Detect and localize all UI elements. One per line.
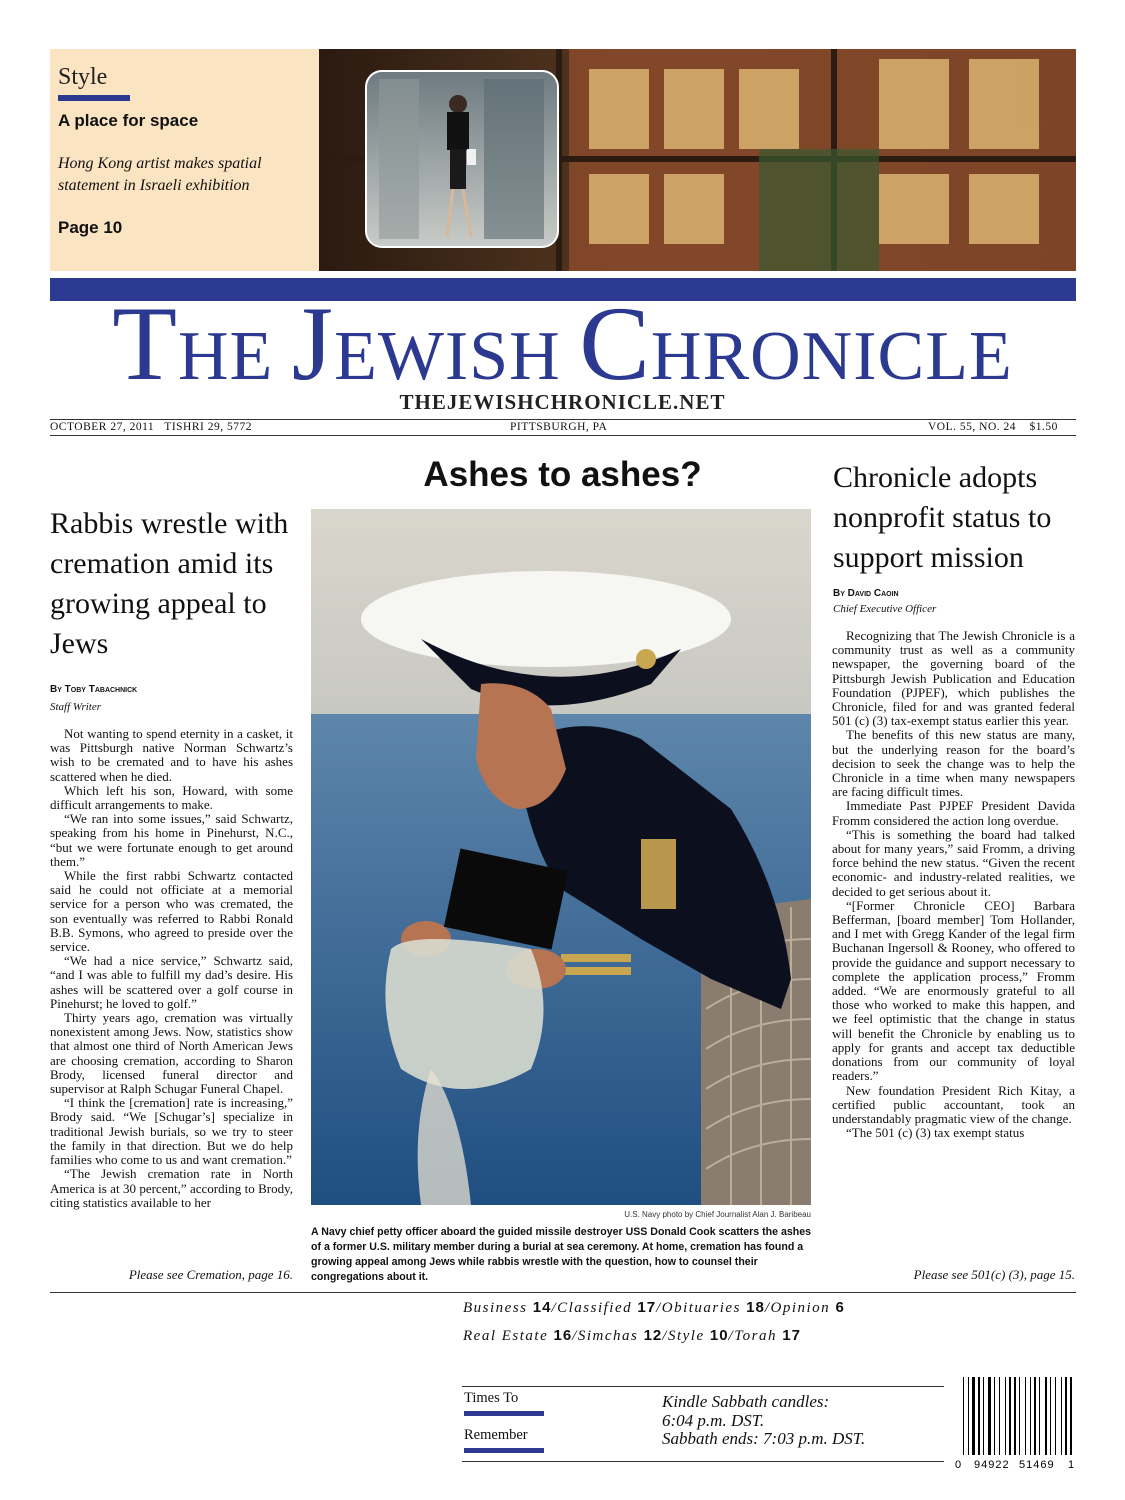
barcode-bar — [1009, 1377, 1011, 1455]
barcode-bar — [999, 1377, 1000, 1455]
index-item[interactable]: Style 10 — [667, 1327, 729, 1344]
right-story-byline: By David Caoin — [833, 588, 899, 599]
paragraph: “This is something the board had talked about for many years,” said Fromm, a driving force behind the new status. “Given the recent economic- and industry-related realities, we decided to get serious about it. — [832, 826, 1075, 899]
teaser-headline[interactable]: A place for space — [58, 111, 199, 130]
issue-volume: VOL. 55, NO. 24 $1.50 — [928, 421, 1058, 433]
index-item[interactable]: Obituaries 18 — [661, 1299, 765, 1316]
index-item[interactable]: Torah 17 — [734, 1327, 801, 1344]
website-url[interactable]: THEJEWISHCHRONICLE.NET — [399, 390, 726, 414]
newspaper-nameplate[interactable]: THE JEWISH CHRONICLE — [112, 285, 1013, 402]
barcode-bar — [1070, 1377, 1072, 1455]
teaser-page-ref[interactable]: Page 10 — [58, 218, 123, 237]
barcode-bar — [1045, 1377, 1047, 1455]
building-photo-image — [319, 49, 1076, 271]
upc-barcode — [954, 1374, 1078, 1470]
candle-lighting-time: Kindle Sabbath candles: 6:04 p.m. DST. — [662, 1392, 830, 1430]
left-story-body — [50, 727, 293, 1210]
issue-city: PITTSBURGH, PA — [510, 421, 608, 433]
paragraph: Which left his son, Howard, with some difficult arrangements to make. — [50, 782, 293, 813]
paragraph: “We ran into some issues,” said Schwartz, speaking from his home in Pinehurst, N.C., “but we were fortunate enough to get around them.” — [50, 811, 293, 869]
teaser-section-label: Style — [58, 64, 108, 90]
barcode-bar — [1030, 1377, 1031, 1455]
barcode-bar — [994, 1377, 995, 1455]
navy-ashes-photo-image — [311, 509, 811, 1205]
photo-caption: A Navy chief petty officer aboard the guided missile destroyer USS Donald Cook scatters the ashes of a former U.S. military member during a burial at sea ceremony. At home, cremation has found a growing appeal among Jews while rabbis wrestle with the question, how to counsel their congregations about it. — [311, 1226, 812, 1283]
paragraph: Immediate Past PJPEF President Davida Fromm considered the action long overdue. — [832, 798, 1075, 828]
dateline-rule-top — [50, 419, 1076, 420]
issue-date: OCTOBER 27, 2011 TISHRI 29, 5772 — [50, 421, 252, 433]
paragraph: Not wanting to spend eternity in a casket, it was Pittsburgh native Norman Schwartz’s wish to be cremated and to have his ashes scattered when he died. — [50, 726, 293, 784]
barcode-bar — [1061, 1377, 1062, 1455]
index-item[interactable]: Opinion 6 — [770, 1299, 845, 1316]
barcode-digit-left: 0 — [955, 1459, 962, 1470]
dateline-rule-bottom — [50, 435, 1076, 436]
barcode-bar — [1019, 1377, 1020, 1455]
paragraph: While the first rabbi Schwartz contacted said he could not officiate at a memorial service for a person who was cremated, the son eventually was referred to Rabbi Ronald B.B. Symons, who agreed to preside over the service. — [50, 868, 293, 955]
left-story-byline: By Toby Tabachnick — [50, 684, 138, 695]
paragraph: Recognizing that The Jewish Chronicle is a community trust as well as a community newspaper, the governing board of the Pittsburgh Jewish Publication and Education Foundation (PJPEF), which publishes the Chronicle, filed for and was granted federal 501 (c) (3) tax-exempt status earlier this year. — [832, 628, 1075, 729]
paragraph: New foundation President Rich Kitay, a certified public accountant, took an understandably pragmatic view of the change. — [832, 1082, 1075, 1126]
barcode-bar — [1039, 1377, 1040, 1455]
index-item[interactable]: Business 14 — [463, 1299, 552, 1316]
index-item[interactable]: Real Estate 16 — [463, 1327, 573, 1344]
barcode-digits-2: 51469 — [1019, 1459, 1055, 1470]
barcode-bar — [978, 1377, 980, 1455]
sabbath-end-time: Sabbath ends: 7:03 p.m. DST. — [662, 1429, 866, 1448]
barcode-bars — [954, 1374, 1078, 1470]
barcode-digits-1: 94922 — [974, 1459, 1010, 1470]
teaser-rule — [58, 95, 130, 101]
right-story-jump[interactable]: Please see 501(c) (3), page 15. — [913, 1267, 1075, 1282]
barcode-bar — [1065, 1377, 1067, 1455]
barcode-bar — [968, 1377, 969, 1455]
paragraph: “[Former Chronicle CEO] Barbara Befferman, [board member] Tom Hollander, and I met with Gregg Kander of the legal firm Buchanan Ingersoll & Rooney, who offered to provide the guidance and support necessary to complete the application process,” Fromm added. “We are enormously grateful to all those who worked to make this happen, and we feel optimistic that the change in status will benefit the Chronicle by enabling us to apply for grants and accept tax deductible donations from our community of loyal readers.” — [832, 897, 1075, 1084]
right-story-body — [832, 629, 1075, 1140]
left-story-role: Staff Writer — [50, 701, 102, 713]
paragraph: The benefits of this new status are many, but the underlying reason for the board’s decision to seek the change was to help the Chronicle in a time when many newspapers are facing difficult times. — [832, 727, 1075, 800]
barcode-bar — [1005, 1377, 1006, 1455]
barcode-digit-right: 1 — [1068, 1459, 1075, 1470]
teaser-text-box — [50, 49, 319, 271]
index-rule — [50, 1292, 1076, 1293]
paragraph: Thirty years ago, cremation was virtually nonexistent among Jews. Now, statistics show that almost one third of North American Jews are choosing cremation, according to Sharon Brody, licensed funeral director and supervisor at Ralph Schugar Funeral Chapel. — [50, 1010, 293, 1097]
barcode-bar — [1014, 1377, 1016, 1455]
photo-credit: U.S. Navy photo by Chief Journalist Alan J. Baribeau — [624, 1210, 811, 1219]
barcode-bar — [972, 1377, 975, 1455]
teaser-dek: Hong Kong artist makes spatial statement in Israeli exhibition — [58, 155, 262, 194]
barcode-bar — [963, 1377, 964, 1455]
style-teaser[interactable] — [50, 49, 1076, 271]
left-story-jump[interactable]: Please see Cremation, page 16. — [128, 1267, 293, 1282]
barcode-bar — [1055, 1377, 1056, 1455]
barcode-bar — [1034, 1377, 1036, 1455]
ttr-rule — [464, 1448, 544, 1453]
paragraph: “I think the [cremation] rate is increasing,” Brody said. “We [Schugar’s] specialize in traditional Jewish burials, so we try to steer the family in that direction. But we do help families who come to us and want cremation.” — [50, 1095, 293, 1168]
paragraph: “The Jewish cremation rate in North America is at 30 percent,” according to Brody, citing statistics available to her — [50, 1166, 293, 1210]
left-story-headline[interactable]: Rabbis wrestle with cremation amid its growing appeal to Jews — [50, 507, 289, 660]
index-item[interactable]: Classified 17 — [557, 1299, 657, 1316]
ttr-label-line-2: Remember — [464, 1427, 528, 1443]
barcode-bar — [1050, 1377, 1051, 1455]
paragraph: “The 501 (c) (3) tax exempt status — [846, 1125, 1025, 1141]
teaser-photo[interactable] — [319, 49, 1076, 271]
ttr-label-line-1: Times To — [464, 1390, 519, 1406]
index-item[interactable]: Simchas 12 — [577, 1327, 663, 1344]
barcode-bar — [1025, 1377, 1026, 1455]
lead-headline[interactable]: Ashes to ashes? — [423, 455, 702, 494]
paragraph: “We had a nice service,” Schwartz said, “and I was able to fulfill my dad’s desire. His ashes will be scattered over a golf course in Pinehurst; he loved to golf.” — [50, 953, 293, 1011]
ttr-rule — [464, 1411, 544, 1416]
barcode-bar — [988, 1377, 991, 1455]
right-story-headline[interactable]: Chronicle adopts nonprofit status to support mission — [833, 461, 1052, 574]
section-index-line-1: Business 14/Classified 17/Obituaries 18/Opinion 6 — [463, 1299, 845, 1316]
barcode-bar — [983, 1377, 984, 1455]
section-index-line-2: Real Estate 16/Simchas 12/Style 10/Torah 17 — [463, 1327, 801, 1344]
right-story-role: Chief Executive Officer — [833, 603, 937, 615]
times-to-remember-box — [462, 1386, 944, 1462]
lead-photo[interactable] — [311, 509, 811, 1205]
